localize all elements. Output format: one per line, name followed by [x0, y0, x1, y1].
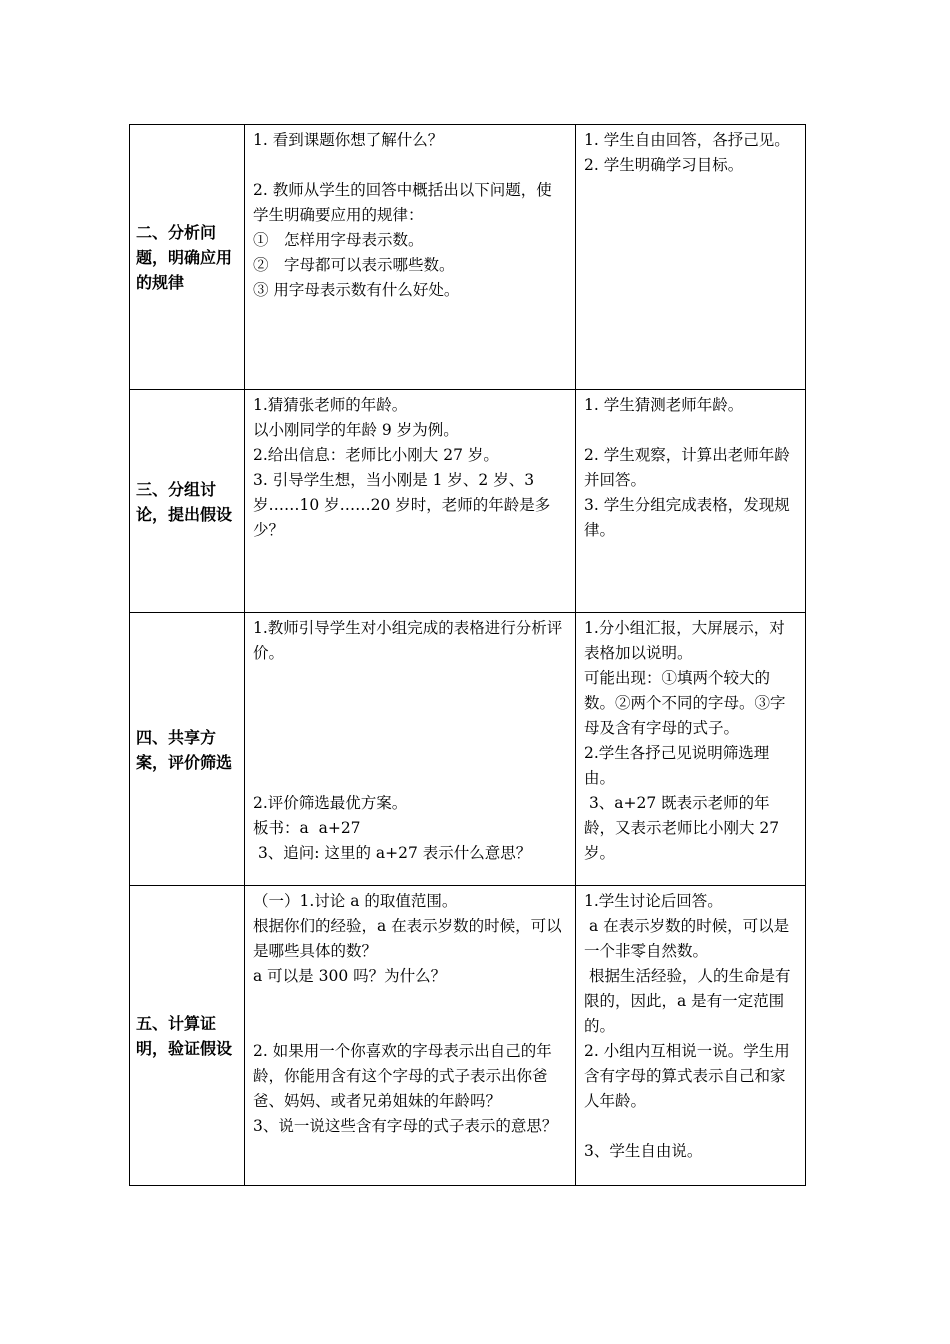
lesson-plan-table: [129, 124, 806, 1186]
text-line: 1.猜猜张老师的年龄。: [253, 396, 408, 414]
teacher-activity-cell: [245, 886, 576, 1186]
text-line: 1. 学生猜测老师年龄。: [584, 396, 744, 414]
text-line: [253, 766, 567, 791]
text-line: 3. 引导学生想，当小刚是 1 岁、2 岁、3 岁……10 岁……20 岁时，老师的年龄是多少？: [253, 471, 551, 539]
text-line: 3、说一说这些含有字母的式子表示的意思？: [253, 1117, 558, 1135]
teacher-activity-cell: [245, 125, 576, 390]
text-line: 板书：a a+27: [253, 819, 361, 837]
text-line: 2. 如果用一个你喜欢的字母表示出自己的年龄，你能用含有这个字母的式子表示出你爸爸、妈妈、或者兄弟姐妹的年龄吗？: [253, 1042, 552, 1110]
text-line: 3、学生自由说。: [584, 1142, 703, 1160]
table-row: [130, 125, 806, 390]
text-line: 2.学生各抒己见说明筛选理由。: [584, 744, 770, 787]
student-activity-cell: [576, 886, 806, 1186]
text-line: 2. 学生观察，计算出老师年龄并回答。: [584, 446, 790, 489]
stage-cell: 二、分析问题，明确应用的规律: [130, 125, 245, 390]
text-line: a 可以是 300 吗？为什么？: [253, 967, 447, 985]
text-line: 根据你们的经验，a 在表示岁数的时候，可以是哪些具体的数？: [253, 917, 562, 960]
text-line: [253, 1014, 567, 1039]
text-line: [253, 691, 567, 716]
teacher-activity-cell: [245, 613, 576, 886]
text-line: 1.教师引导学生对小组完成的表格进行分析评价。: [253, 619, 563, 662]
text-line: [584, 418, 797, 443]
stage-cell: 五、计算证明，验证假设: [130, 886, 245, 1186]
text-line: 2. 学生明确学习目标。: [584, 156, 744, 174]
text-line: 3、a+27 既表示老师的年龄，又表示老师比小刚大 27 岁。: [584, 794, 785, 862]
student-activity-cell: [576, 390, 806, 613]
text-line: 2. 教师从学生的回答中概括出以下问题，使学生明确要应用的规律：: [253, 181, 552, 224]
stage-cell: 四、共享方案，评价筛选: [130, 613, 245, 886]
table-row: [130, 613, 806, 886]
text-line: [253, 153, 567, 178]
student-activity-cell: [576, 613, 806, 886]
text-line: 2.评价筛选最优方案。: [253, 794, 408, 812]
stage-cell: 三、分组讨论，提出假设: [130, 390, 245, 613]
text-line: 1. 学生自由回答，各抒己见。: [584, 131, 790, 149]
text-line: a 在表示岁数的时候，可以是一个非零自然数。: [584, 917, 790, 960]
text-line: （一）1.讨论 a 的取值范围。: [253, 892, 458, 910]
table-row: [130, 886, 806, 1186]
text-line: 3. 学生分组完成表格，发现规律。: [584, 496, 790, 539]
text-line: [253, 741, 567, 766]
text-line: 3、追问: 这里的 a+27 表示什么意思？: [253, 844, 532, 862]
text-line: ③ 用字母表示数有什么好处。: [253, 281, 460, 299]
text-line: [253, 666, 567, 691]
text-line: [584, 1114, 797, 1139]
text-line: 1.分小组汇报，大屏展示，对表格加以说明。: [584, 619, 785, 662]
text-line: 2. 小组内互相说一说。学生用含有字母的算式表示自己和家人年龄。: [584, 1042, 790, 1110]
text-line: ② 字母都可以表示哪些数。: [253, 256, 455, 274]
student-activity-cell: [576, 125, 806, 390]
text-line: 1. 看到课题你想了解什么？: [253, 131, 444, 149]
text-line: [253, 716, 567, 741]
text-line: 可能出现：①填两个较大的数。②两个不同的字母。③字母及含有字母的式子。: [584, 669, 786, 737]
table-row: [130, 390, 806, 613]
text-line: 以小刚同学的年龄 9 岁为例。: [253, 421, 459, 439]
teacher-activity-cell: [245, 390, 576, 613]
text-line: 2.给出信息：老师比小刚大 27 岁。: [253, 446, 499, 464]
text-line: ① 怎样用字母表示数。: [253, 231, 424, 249]
text-line: 根据生活经验，人的生命是有限的，因此，a 是有一定范围的。: [584, 967, 791, 1035]
text-line: 1.学生讨论后回答。: [584, 892, 723, 910]
text-line: [253, 989, 567, 1014]
